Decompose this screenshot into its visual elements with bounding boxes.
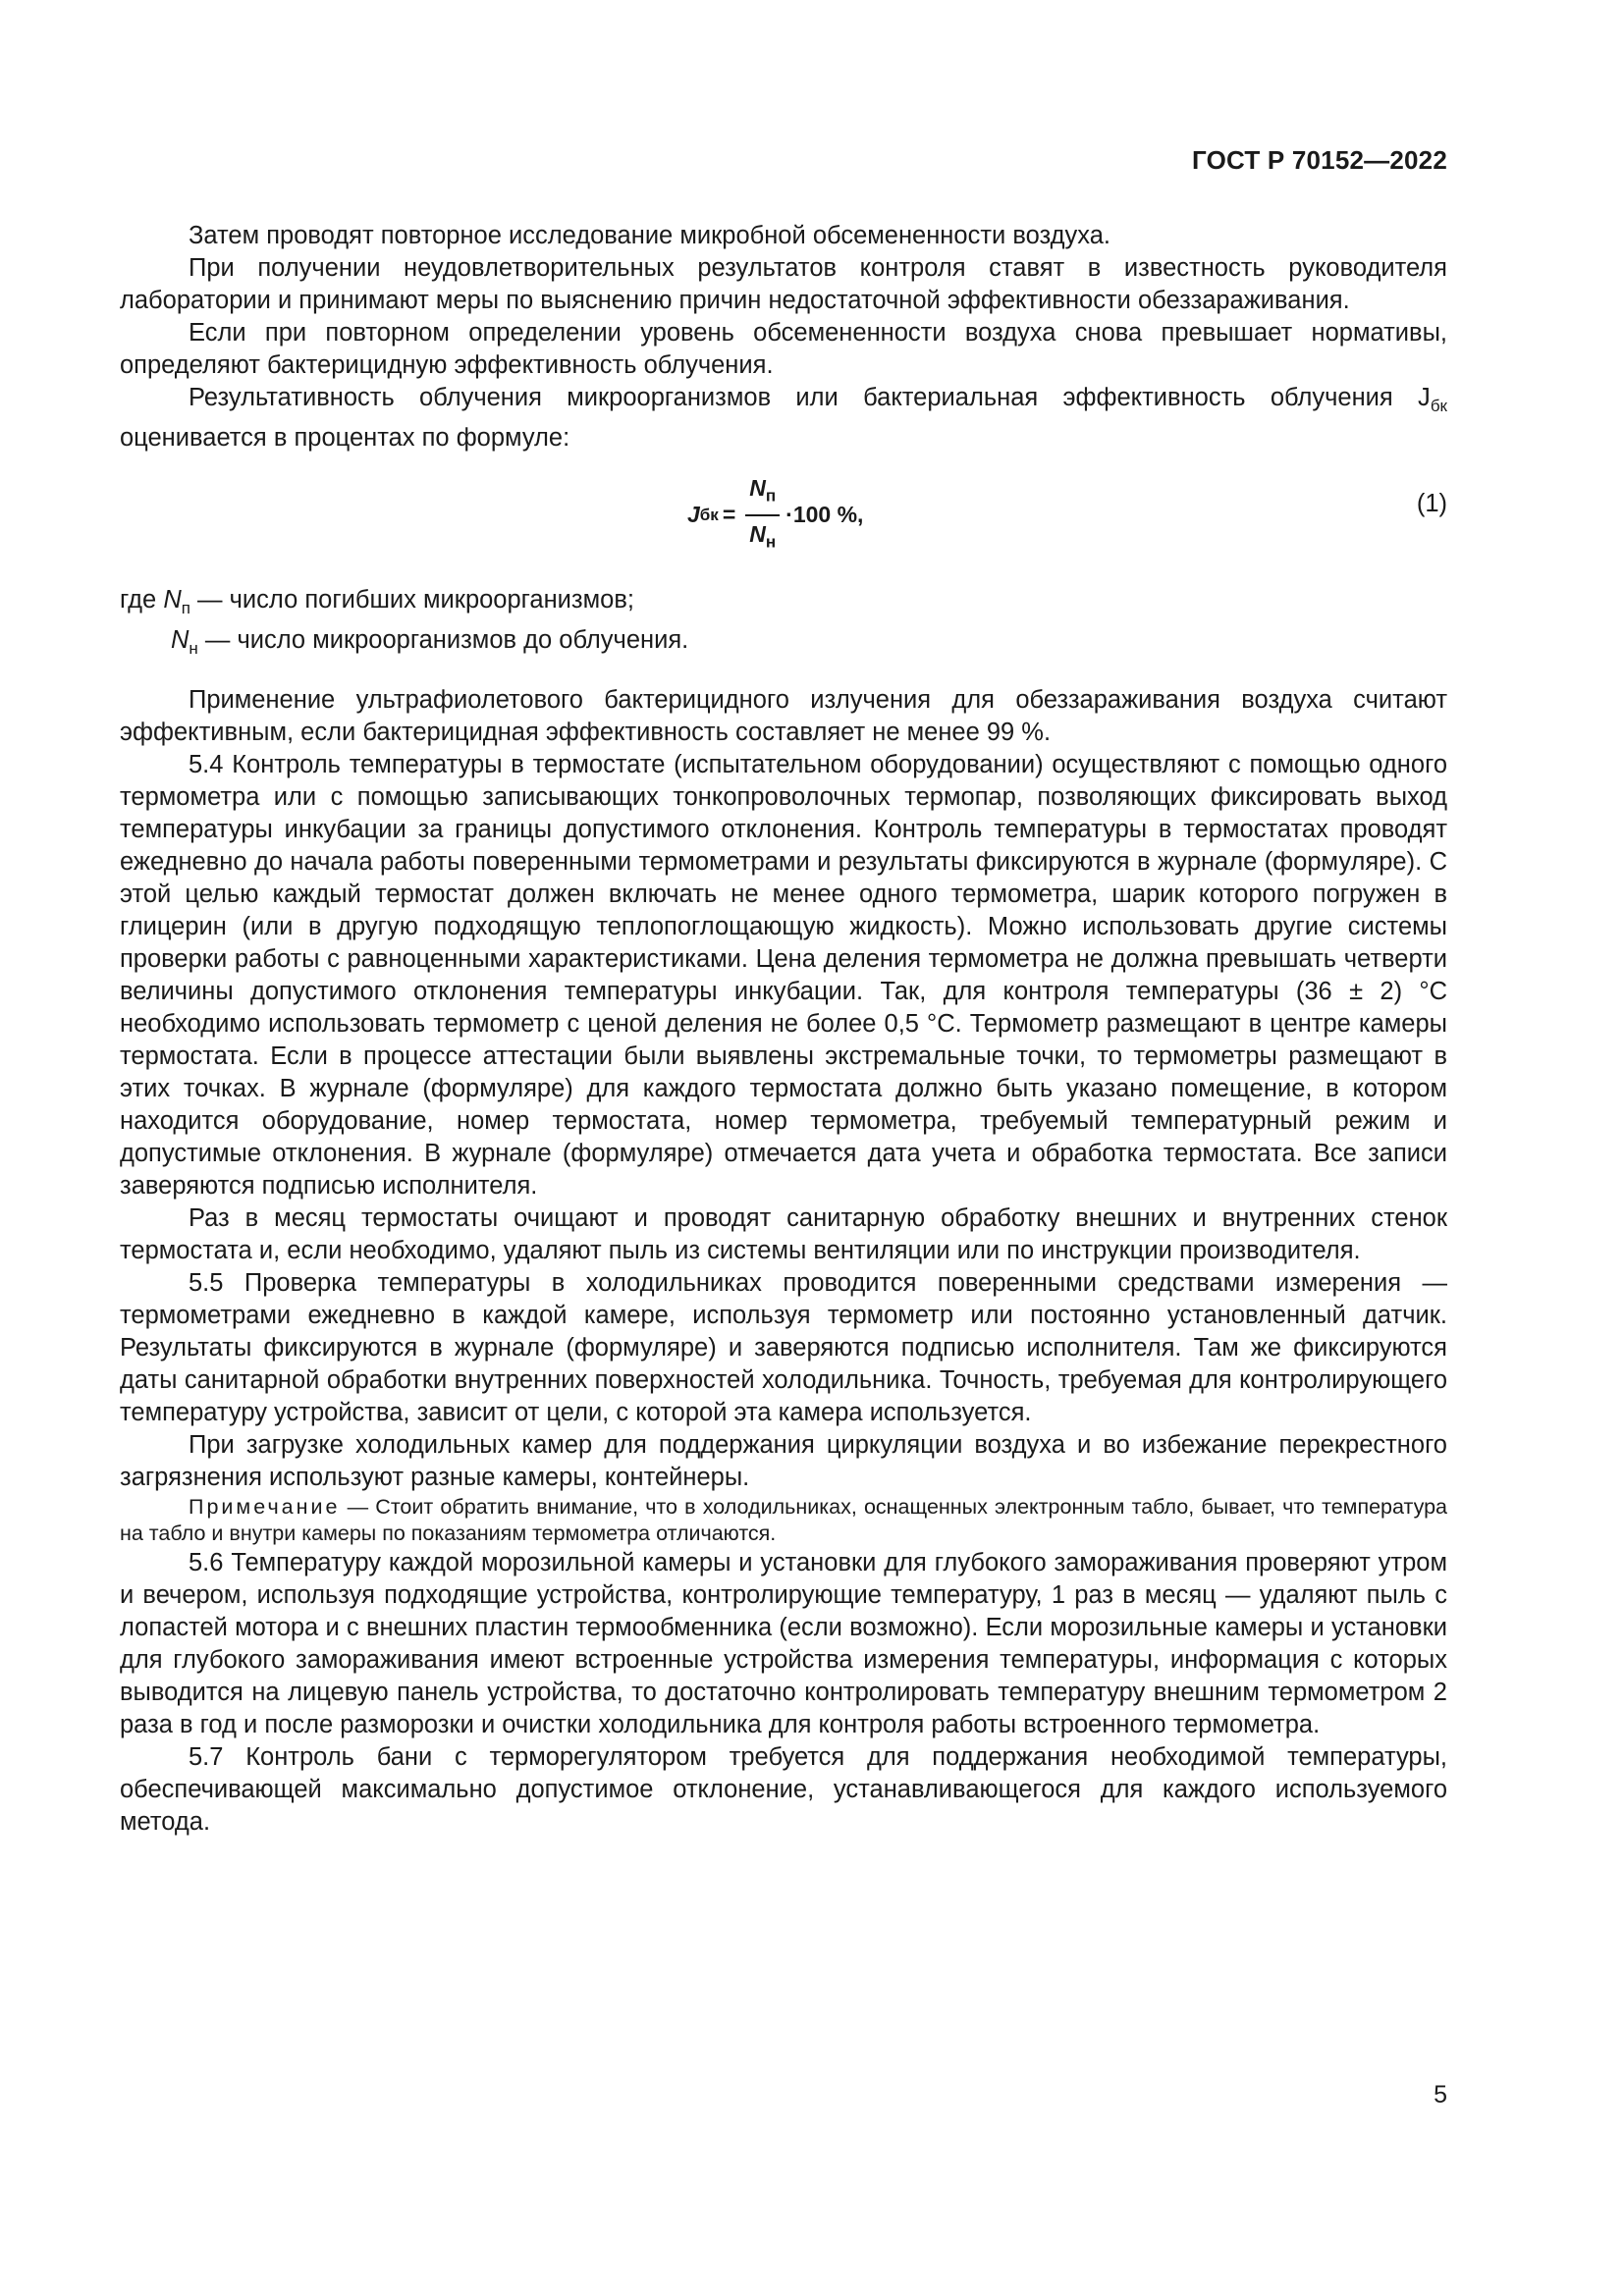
- paragraph-text: Результативность облучения микроорганизмов или бактериальная эффективность облучения J: [189, 384, 1431, 411]
- paragraph: Если при повторном определении уровень обсемененности воздуха снова превышает нормативы, определяют бактерицидную эффективность облучения.: [120, 319, 1447, 379]
- legend-sub: п: [181, 599, 190, 618]
- legend-desc: — число микроорганизмов до облучения.: [197, 626, 689, 655]
- formula-var: J: [687, 502, 700, 528]
- legend-prefix: где: [120, 586, 164, 614]
- formula: [687, 472, 863, 558]
- formula-var: N: [749, 520, 766, 547]
- paragraph: При получении неудовлетворительных результатов контроля ставят в известность руководителя лаборатории и принимают меры по выяснению причин недостаточной эффективности обеззараживания.: [120, 254, 1447, 314]
- subscript: бк: [1430, 397, 1447, 416]
- spacer: [120, 665, 1447, 684]
- document-body: [120, 220, 1447, 1839]
- document-header: ГОСТ Р 70152—2022: [1192, 145, 1447, 175]
- formula-equals: =: [722, 502, 736, 528]
- formula-sub: н: [765, 532, 777, 552]
- legend-line: [120, 584, 1447, 624]
- formula-sub: п: [765, 486, 777, 506]
- formula-block: [120, 464, 1447, 580]
- legend-var: N: [171, 626, 189, 655]
- formula-var: N: [749, 475, 766, 502]
- formula-numerator: [745, 472, 780, 516]
- paragraph: При загрузке холодильных камер для поддержания циркуляции воздуха и во избежание перекрестного загрязнения используют разные камеры, контейнеры.: [120, 1431, 1447, 1492]
- legend-var: N: [163, 586, 182, 614]
- formula-denominator: [745, 516, 780, 559]
- paragraph-section-5-5: 5.5 Проверка температуры в холодильниках проводится поверенными средствами измерения — термометрами ежедневно в каждой камере, используя термометр или постоянно установленный датчик. Результаты фиксируются в журнале (формуляре) и заверяются подписью исполнителя. Там же фиксируются даты санитарной обработки внутренних поверхностей холодильника. Точность, требуемая для контролирующего температуру устройства, зависит от цели, с которой эта камера используется.: [120, 1269, 1447, 1427]
- paragraph-section-5-4: 5.4 Контроль температуры в термостате (испытательном оборудовании) осуществляют с помощью одного термометра или с помощью записывающих тонкопроволочных термопар, позволяющих фиксировать выход температуры инкубации за границы допустимого отклонения. Контроль температуры в термостатах проводят ежедневно до начала работы поверенными термометрами и результаты фиксируются в журнале (формуляре). С этой целью каждый термостат должен включать не менее одного термометра, шарик которого погружен в глицерин (или в другую подходящую теплопоглощающую жидкость). Можно использовать другие системы проверки работы с равноценными характеристиками. Цена деления термометра не должна превышать четверти величины допустимого отклонения температуры инкубации. Так, для контроля температуры (36 ± 2) °С необходимо использовать термометр с ценой деления не более 0,5 °С. Термометр размещают в центре камеры термостата. Если в процессе аттестации были выявлены экстремальные точки, то термометры размещают в этих точках. В журнале (формуляре) для каждого термостата должно быть указано помещение, в котором находится оборудование, номер термостата, номер термометра, требуемый температурный режим и допустимые отклонения. В журнале (формуляре) отмечается дата учета и обработка термостата. Все записи заверяются подписью исполнителя.: [120, 751, 1447, 1201]
- formula-fraction: [745, 472, 780, 558]
- formula-legend: [120, 584, 1447, 665]
- formula-rhs: ·100 %,: [785, 502, 864, 528]
- page-number: 5: [1434, 2081, 1447, 2109]
- paragraph: [120, 382, 1447, 454]
- paragraph-section-5-7: 5.7 Контроль бани с терморегулятором требуется для поддержания необходимой температуры, обеспечивающей максимально допустимое отклонение, устанавливающегося для каждого используемого метода.: [120, 1743, 1447, 1837]
- legend-desc: — число погибших микроорганизмов;: [189, 586, 634, 614]
- note: [120, 1494, 1447, 1547]
- legend-sub: н: [189, 639, 198, 659]
- paragraph: Раз в месяц термостаты очищают и проводят санитарную обработку внешних и внутренних стенок термостата и, если необходимо, удаляют пыль из системы вентиляции или по инструкции производителя.: [120, 1204, 1447, 1265]
- note-text: — Стоит обратить внимание, что в холодильниках, оснащенных электронным табло, бывает, что температура на табло и внутри камеры по показаниям термометра отличаются.: [120, 1495, 1447, 1546]
- paragraph: Затем проводят повторное исследование микробной обсемененности воздуха.: [189, 222, 1110, 249]
- formula-sub: бк: [699, 506, 719, 525]
- note-label: Примечание: [189, 1495, 341, 1520]
- paragraph-section-5-6: 5.6 Температуру каждой морозильной камеры и установки для глубокого замораживания проверяют утром и вечером, используя подходящие устройства, контролирующие температуру, 1 раз в месяц — удаляют пыль с лопастей мотора и с внешних пластин термообменника (если возможно). Если морозильные камеры и установки для глубокого замораживания имеют встроенные устройства измерения температуры, информация с которых выводится на лицевую панель устройства, то достаточно контролировать температуру внешним термометром 2 раза в год и после разморозки и очистки холодильника для контроля работы встроенного термометра.: [120, 1549, 1447, 1739]
- formula-number: (1): [1416, 490, 1447, 518]
- legend-line: [120, 624, 1447, 665]
- paragraph: Применение ультрафиолетового бактерицидного излучения для обеззараживания воздуха считают эффективным, если бактерицидная эффективность составляет не менее 99 %.: [120, 686, 1447, 747]
- paragraph-text: оценивается в процентах по формуле:: [120, 424, 570, 453]
